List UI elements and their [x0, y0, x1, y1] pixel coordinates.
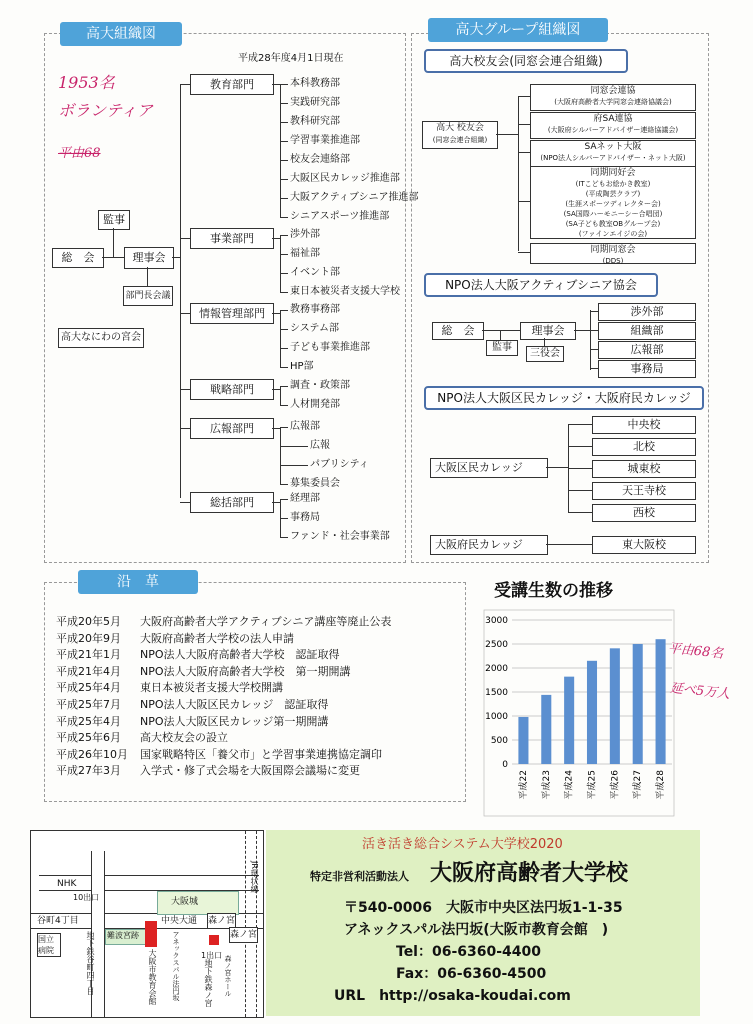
map-morinomiya-sign: 森ノ宮: [229, 927, 258, 943]
bar: [587, 661, 597, 764]
general-meeting-box: 総 会: [52, 248, 104, 268]
connector: [280, 427, 288, 428]
connector: [180, 313, 190, 314]
dept-item: 東日本被災者支援大学校: [290, 286, 400, 297]
kumin-college-box: 大阪区民カレッジ: [430, 458, 548, 478]
connector: [280, 160, 288, 161]
history-date: 平成25年6月: [56, 731, 121, 745]
dept-item: 教科研究部: [290, 116, 340, 127]
connector: [280, 273, 288, 274]
connector: [272, 84, 280, 85]
chart-title: 受講生数の推移: [494, 581, 613, 601]
dept-item: HP部: [290, 361, 314, 372]
dept-item: 大阪区民カレッジ推進部: [290, 173, 400, 184]
map-naniwa-palace: 難波宮跡: [107, 931, 139, 940]
x-tick-label: 平成23: [541, 770, 552, 800]
alumni-header: 高大校友会(同窓会連合組織): [424, 49, 628, 73]
org-date: 平成28年度4月1日現在: [238, 53, 344, 64]
connector: [568, 424, 592, 425]
dept-item: 実践研究部: [290, 97, 340, 108]
connector: [280, 217, 288, 218]
y-tick-label: 1000: [485, 712, 508, 722]
x-tick-label: 平成22: [518, 770, 529, 800]
kumin-item: 西校: [592, 504, 696, 522]
dept-item: 調査・政策部: [290, 380, 350, 391]
dept-item: 渉外部: [290, 229, 320, 240]
connector: [590, 368, 598, 369]
connector: [272, 313, 280, 314]
dept-item: 広報部: [290, 421, 320, 432]
connector: [568, 446, 592, 447]
map-osaka-castle: 大阪城: [171, 897, 199, 907]
history-text: 東日本被災者支援大学校開講: [140, 681, 283, 695]
connector: [280, 254, 288, 255]
alumni-item-title: SAネット大阪: [584, 142, 642, 152]
enrollment-chart: [476, 608, 676, 818]
dept-item: ファンド・社会事業部: [290, 531, 390, 542]
alumni-root-sub: (同窓会連合組織): [432, 136, 488, 144]
dept-item: 校友会連絡部: [290, 154, 350, 165]
history-date: 平成20年5月: [56, 615, 121, 628]
y-tick-label: 1500: [485, 688, 508, 698]
history-text: NPO法人大阪区民カレッジ第一期開講: [140, 714, 329, 728]
map-exit10: 10出口: [73, 893, 100, 902]
alumni-item: [530, 112, 696, 139]
group-chart-title: 高大グループ組織図: [428, 18, 608, 42]
connector: [280, 198, 288, 199]
connector: [280, 329, 288, 330]
dept-item: 本科教務部: [290, 78, 340, 89]
address-line-2: アネックスパル法円坂(大阪市教育会館 ): [344, 922, 609, 938]
dept-item: 事務局: [290, 512, 320, 523]
npo-item: 事務局: [598, 360, 696, 378]
connector: [280, 446, 308, 447]
connector: [518, 201, 530, 202]
connector: [280, 386, 288, 387]
connector: [180, 502, 190, 503]
history-date: 平成21年4月: [56, 664, 121, 678]
board-box: 理事会: [124, 247, 174, 269]
connector: [180, 389, 190, 390]
dept-5: 総括部門: [190, 492, 274, 513]
connector: [590, 311, 598, 312]
history-date: 平成25年7月: [56, 698, 121, 711]
connector: [280, 310, 281, 368]
handwritten-struck-note: 平由68: [58, 146, 101, 161]
history-text: NPO法人大阪区民カレッジ 認証取得: [140, 698, 329, 711]
x-tick-label: 平成26: [610, 770, 621, 800]
map-subway-morinomiya: 地下鉄森ノ宮: [204, 959, 213, 1007]
history-text: NPO法人大阪府高齢者大学校 第一期開講: [140, 664, 351, 678]
connector: [272, 238, 280, 239]
access-map: [30, 830, 264, 1018]
alumni-item-sub: (大阪府シルバーアドバイザー連絡協議会): [547, 126, 679, 134]
dept-item: 経理部: [290, 493, 320, 504]
bar: [541, 695, 551, 764]
handwritten-volunteers-count: 1953名: [58, 73, 115, 92]
map-annex: アネックスパル法円坂: [172, 931, 180, 1001]
x-tick-label: 平成27: [633, 770, 644, 800]
connector: [280, 348, 288, 349]
connector: [280, 179, 288, 180]
history-date: 平成20年9月: [56, 631, 121, 645]
connector: [280, 292, 288, 293]
alumni-item: [530, 84, 696, 111]
npo-board-box: 理事会: [520, 322, 576, 340]
y-tick-label: 2500: [485, 640, 508, 650]
y-tick-label: 500: [490, 736, 508, 746]
handwritten-volunteers: ボランティア: [58, 101, 153, 120]
dept-item: 福祉部: [290, 248, 320, 259]
connector: [280, 499, 288, 500]
history-date: 平成27年3月: [56, 764, 121, 778]
dept-3: 戦略部門: [190, 379, 274, 400]
history-date: 平成21年1月: [56, 648, 121, 662]
connector: [180, 238, 190, 239]
fumin-college-box: 大阪府民カレッジ: [430, 535, 548, 555]
connector: [568, 512, 592, 513]
alumni-item-title: 府SA連協: [593, 114, 633, 124]
connector: [280, 122, 288, 123]
npo-item: 組織部: [598, 322, 696, 340]
alumni-root: [422, 121, 498, 149]
dept-item: システム部: [290, 323, 339, 334]
alumni-root-label: 高大 校友会: [436, 123, 484, 133]
kumin-item: 北校: [592, 438, 696, 456]
dept-item: パブリシティ: [310, 459, 369, 470]
dept-item: 学習事業推進部: [290, 135, 360, 146]
dept-heads-box: 部門長会議: [123, 286, 173, 306]
connector: [590, 349, 598, 350]
connector: [280, 310, 288, 311]
bar: [633, 644, 643, 764]
alumni-item: [530, 140, 696, 167]
fumin-item: 東大阪校: [592, 536, 696, 554]
map-chuo-odori: 中央大通: [161, 916, 198, 926]
npo-header: NPO法人大阪アクティブシニア協会: [424, 273, 658, 297]
dept-item: イベント部: [290, 267, 340, 278]
npo-item: 広報部: [598, 341, 696, 359]
history-text: 高大校友会の設立: [140, 731, 228, 745]
history-text: NPO法人大阪府高齢者大学校 認証取得: [140, 648, 340, 662]
kumin-item: 中央校: [592, 416, 696, 434]
history-text: 大阪府高齢者大学校の法人申請: [140, 631, 294, 645]
org-chart-title: 高大組織図: [60, 22, 182, 46]
connector: [280, 103, 288, 104]
dept-4: 広報部門: [190, 418, 274, 439]
connector: [280, 367, 288, 368]
connector: [518, 252, 530, 253]
address-line-1: 〒540-0006 大阪市中央区法円坂1-1-35: [344, 900, 623, 916]
connector: [272, 389, 280, 390]
connector: [272, 428, 280, 429]
alumni-item-sub: (大阪府高齢者大学同窓会連絡協議会): [554, 98, 672, 106]
auditor-box: 監事: [98, 210, 130, 230]
connector: [272, 502, 280, 503]
history-date: 平成26年10月: [56, 747, 128, 761]
alumni-item-sub: (DDS): [602, 257, 624, 265]
map-hospital: 国立病院: [37, 933, 61, 957]
dept-1: 事業部門: [190, 228, 274, 249]
connector: [280, 427, 281, 485]
dept-item: 広報: [310, 440, 330, 451]
bar: [656, 639, 666, 764]
map-jr-loop: JR環状線: [250, 861, 259, 893]
dept-item: シニアスポーツ推進部: [290, 211, 390, 222]
dept-item: 募集委員会: [290, 478, 340, 489]
connector: [280, 235, 281, 293]
map-city-board: 大阪市教育会館: [148, 949, 157, 1005]
tel: Tel：06-6360-4400: [396, 944, 542, 960]
npo-item: 渉外部: [598, 303, 696, 321]
connector: [180, 84, 190, 85]
dept-0: 教育部門: [190, 74, 274, 95]
bar: [518, 717, 528, 764]
chart-handwritten-2: 延べ5万人: [669, 680, 731, 703]
x-tick-label: 平成25: [587, 770, 598, 800]
alumni-item: [530, 166, 696, 239]
y-tick-label: 2000: [485, 664, 508, 674]
connector: [518, 152, 530, 153]
tagline: 活き活き総合システム大学校2020: [362, 837, 563, 852]
alumni-item-title: 同窓会連協: [590, 86, 636, 96]
bar: [564, 677, 574, 764]
connector: [280, 537, 288, 538]
alumni-item-sub: (NPO法人シルバーアドバイザー・ネット大阪): [540, 154, 686, 162]
history-date: 平成25年4月: [56, 714, 121, 728]
connector: [280, 141, 288, 142]
x-tick-label: 平成28: [656, 770, 667, 800]
map-tanimachi: 谷町4丁目: [37, 916, 79, 926]
connector: [518, 96, 530, 97]
npo-general-box: 総 会: [432, 322, 484, 340]
org-prefix: 特定非営利活動法人: [310, 870, 409, 883]
naniwa-box: 高大なにわの宮会: [58, 328, 144, 348]
chart-frame: [484, 610, 674, 816]
history-date: 平成25年4月: [56, 681, 121, 695]
y-tick-label: 3000: [485, 616, 508, 626]
history-title: 沿 革: [78, 570, 198, 594]
college-header: NPO法人大阪区民カレッジ・大阪府民カレッジ: [424, 386, 704, 410]
dept-2: 情報管理部門: [190, 303, 274, 324]
map-morinomiya-hall: 森ノ宮ホール: [224, 955, 232, 997]
dept-item: 教務事務部: [290, 304, 340, 315]
map-exit1: 1出口: [201, 951, 223, 960]
npo-auditor-box: 監事: [486, 340, 518, 356]
fax: Fax：06-6360-4500: [396, 966, 547, 982]
dept-item: 大阪アクティブシニア推進部: [290, 192, 419, 203]
connector: [280, 386, 281, 406]
alumni-item: [530, 243, 696, 264]
connector: [280, 405, 288, 406]
history-text: 大阪府高齢者大学アクティブシニア講座等廃止公表: [140, 615, 392, 628]
alumni-item-title: 同期同窓会: [590, 245, 636, 255]
connector: [280, 235, 288, 236]
kumin-item: 天王寺校: [592, 482, 696, 500]
connector: [280, 465, 308, 466]
y-tick-label: 0: [502, 760, 508, 770]
map-nhk: NHK: [57, 879, 77, 889]
history-text: 入学式・修了式会場を大阪国際会議場に変更: [140, 764, 360, 778]
map-morinomiya: 森ノ宮: [207, 913, 236, 929]
contact-box: [266, 830, 700, 1016]
org-name: 大阪府高齢者大学校: [430, 861, 629, 886]
dept-item: 子ども事業推進部: [290, 342, 370, 353]
npo-three-box: 三役会: [526, 346, 564, 362]
alumni-item-title: 同期同好会: [590, 168, 636, 178]
connector: [568, 468, 592, 469]
bar: [610, 648, 620, 764]
kumin-item: 城東校: [592, 460, 696, 478]
history-text: 国家戦略特区「養父市」と学習事業連携協定調印: [140, 747, 382, 761]
connector: [280, 84, 288, 85]
map-subway-tanimachi: 地下鉄谷町四丁目: [86, 931, 95, 995]
alumni-item-sub: (ITこどもお絵かき教室) (平成陶芸クラブ) (生涯スポーツディレクター会) (SA国際ハーモニーシー合唱団) (SA子ども教室OBグループ会) (ファインエイジの会): [563, 180, 663, 238]
connector: [568, 490, 592, 491]
x-tick-label: 平成24: [564, 770, 575, 800]
connector: [280, 484, 288, 485]
connector: [180, 428, 190, 429]
connector: [590, 330, 598, 331]
connector: [518, 124, 530, 125]
connector: [280, 518, 288, 519]
chart-handwritten-1: 平由68名: [667, 641, 724, 662]
dept-item: 人材開発部: [290, 399, 340, 410]
url[interactable]: URL http://osaka-koudai.com: [334, 988, 571, 1004]
